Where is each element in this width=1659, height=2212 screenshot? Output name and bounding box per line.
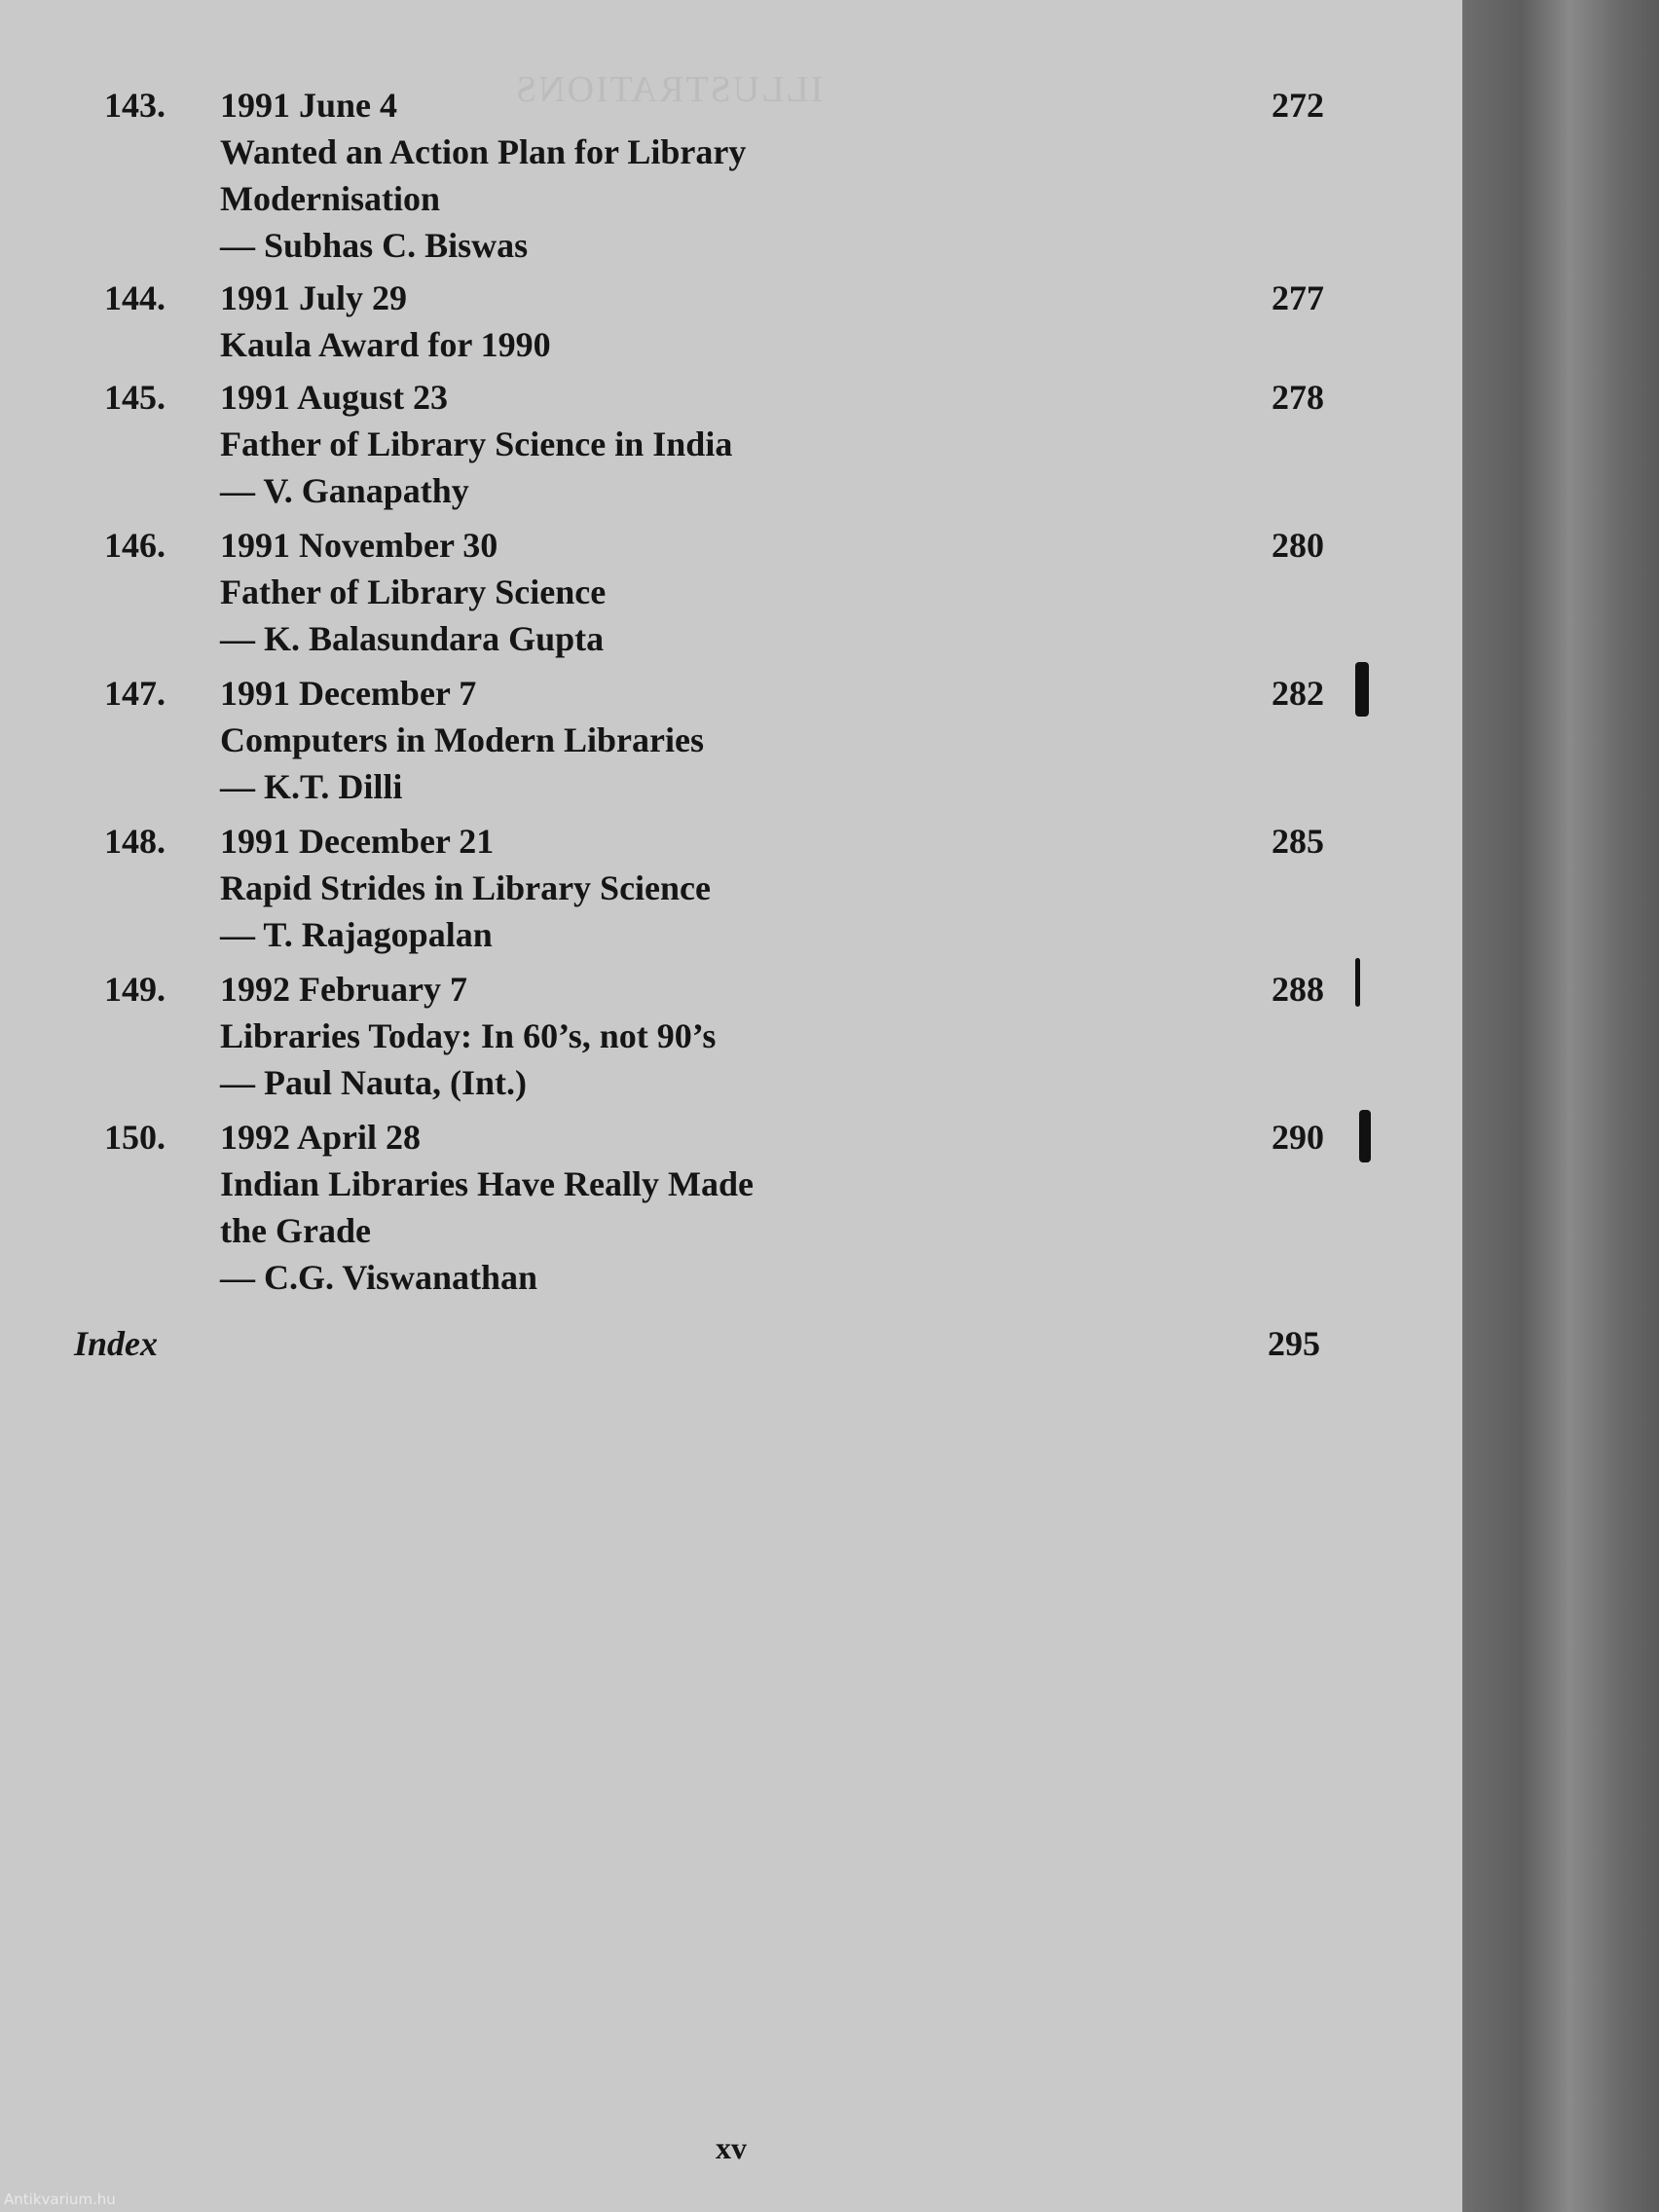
- entry-text: [166, 1114, 843, 1301]
- entry-line: Kaula Award for 1990: [220, 325, 551, 364]
- entry-line: — K. Balasundara Gupta: [220, 619, 605, 658]
- entry-number: 143.: [104, 86, 166, 125]
- entry-text: [166, 522, 843, 662]
- entry-page-number: 272: [1272, 86, 1324, 125]
- entry-line: Computers in Modern Libraries: [220, 720, 704, 759]
- entry-line: 1991 August 23: [220, 378, 449, 417]
- entry-line: — Paul Nauta, (Int.): [220, 1063, 528, 1102]
- margin-mark: [1355, 662, 1369, 717]
- show-through-heading: ILLUSTRATIONS: [514, 69, 824, 110]
- entry-line: Libraries Today: In 60’s, not 90’s: [220, 1016, 717, 1055]
- entry-line: 1991 July 29: [220, 278, 408, 317]
- entry-text: [166, 374, 843, 514]
- entry-line: Indian Libraries Have Really Made: [220, 1164, 754, 1203]
- margin-mark: [1359, 1110, 1371, 1162]
- entry-number: 147.: [104, 674, 166, 713]
- entry-line: 1991 December 7: [220, 674, 477, 713]
- page-folio: xv: [716, 2130, 747, 2165]
- entry-line: Modernisation: [220, 179, 441, 218]
- entry-number: 148.: [104, 822, 166, 861]
- entry-line: — Subhas C. Biswas: [220, 226, 529, 265]
- entry-page-number: 285: [1272, 822, 1324, 861]
- entry-line: 1991 June 4: [220, 86, 398, 125]
- entry-line: 1991 November 30: [220, 526, 498, 565]
- entry-line: Wanted an Action Plan for Library: [220, 132, 747, 171]
- entry-line: — C.G. Viswanathan: [220, 1258, 538, 1297]
- entry-line: Rapid Strides in Library Science: [220, 868, 712, 907]
- margin-mark: [1355, 958, 1360, 1007]
- entry-text: [166, 82, 843, 269]
- entry-text: [166, 275, 843, 368]
- entry-text: [166, 670, 843, 810]
- entry-page-number: 282: [1272, 674, 1324, 713]
- entry-line: — V. Ganapathy: [220, 471, 469, 510]
- entry-line: 1992 April 28: [220, 1118, 422, 1157]
- entry-line: the Grade: [220, 1211, 371, 1250]
- watermark: Antikvarium.hu: [4, 2191, 116, 2208]
- entry-line: — K.T. Dilli: [220, 767, 403, 806]
- entry-page-number: 288: [1272, 970, 1324, 1009]
- entry-line: Father of Library Science: [220, 572, 607, 611]
- entry-page-number: 278: [1272, 378, 1324, 417]
- entry-page-number: 280: [1272, 526, 1324, 565]
- entry-number: 146.: [104, 526, 166, 565]
- entry-page-number: 290: [1272, 1118, 1324, 1157]
- entry-line: 1991 December 21: [220, 822, 495, 861]
- page-edge: [1462, 0, 1659, 2212]
- entry-text: [166, 966, 843, 1106]
- entry-number: 144.: [104, 278, 166, 317]
- entry-number: 149.: [104, 970, 166, 1009]
- entry-page-number: 277: [1272, 278, 1324, 317]
- entry-line: 1992 February 7: [220, 970, 467, 1009]
- index-label: Index: [74, 1324, 159, 1363]
- entry-line: — T. Rajagopalan: [220, 915, 493, 954]
- entry-text: [166, 818, 843, 958]
- entry-line: Father of Library Science in India: [220, 424, 733, 463]
- index-entry: [74, 1320, 1320, 1367]
- index-page-number: 295: [1268, 1324, 1320, 1363]
- entry-number: 150.: [104, 1118, 166, 1157]
- entry-number: 145.: [104, 378, 166, 417]
